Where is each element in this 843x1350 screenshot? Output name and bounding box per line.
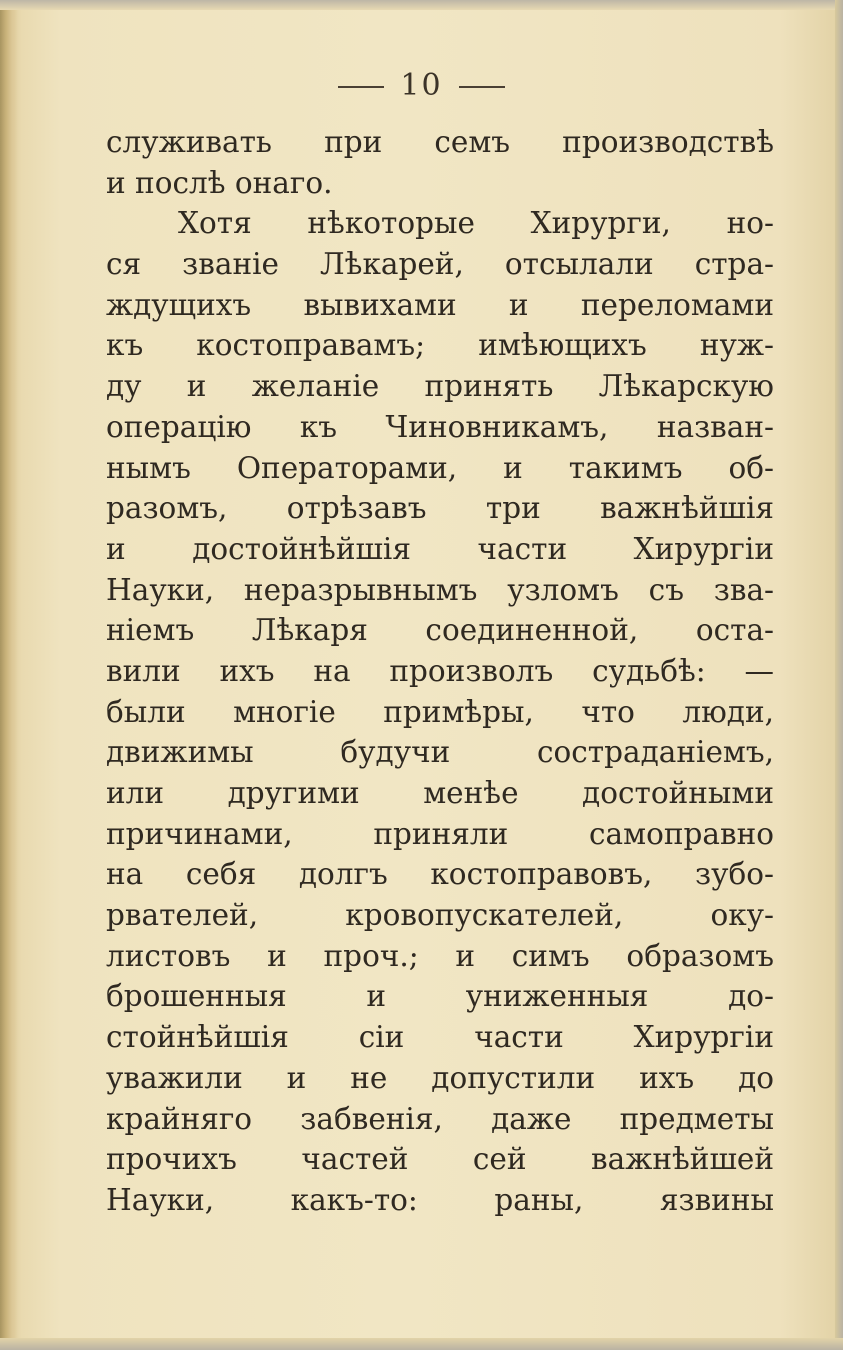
text-line: причинами, приняли самоправно [106, 816, 774, 851]
page-number: 10 [400, 68, 443, 103]
text-line: нымъ Операторами, и такимъ об- [106, 450, 774, 485]
header-dash-right [459, 86, 505, 88]
page-bottom-edge [0, 1338, 843, 1350]
page-top-edge [0, 0, 843, 10]
page-header [0, 68, 843, 103]
text-line: ду и желаніе принять Лѣкарскую [106, 369, 774, 404]
text-line: къ костоправамъ; имѣющихъ нуж- [106, 328, 774, 363]
text-line: были многіе примѣры, что люди, [106, 694, 774, 729]
text-line: ніемъ Лѣкаря соединенной, оста- [106, 613, 774, 648]
text-line: ждущихъ вывихами и переломами [106, 287, 774, 322]
text-line: брошенныя и униженныя до- [106, 979, 774, 1014]
page-right-edge [835, 0, 843, 1350]
text-line: рвателей, кровопускателей, оку- [106, 898, 774, 933]
text-line: Науки, какъ-то: раны, язвины [106, 1182, 774, 1217]
body-text [106, 122, 774, 1221]
text-line: вили ихъ на произволъ судьбѣ: — [106, 653, 774, 688]
text-line: крайняго забвенія, даже предметы [106, 1101, 774, 1136]
text-line: прочихъ частей сей важнѣйшей [106, 1142, 774, 1177]
page-binding-edge [0, 0, 18, 1350]
text-line: стойнѣйшія сіи части Хирургіи [106, 1020, 774, 1055]
text-line: Хотя нѣкоторые Хирурги, но- [178, 206, 774, 241]
text-line: Науки, неразрывнымъ узломъ съ зва- [106, 572, 774, 607]
text-line: операцію къ Чиновникамъ, назван- [106, 409, 774, 444]
text-line: разомъ, отрѣзавъ три важнѣйшія [106, 491, 774, 526]
header-dash-left [338, 86, 384, 88]
text-line: и достойнѣйшія части Хирургіи [106, 531, 774, 566]
text-line: ся званіе Лѣкарей, отсылали стра- [106, 247, 774, 282]
text-line: и послѣ онаго. [106, 165, 333, 200]
text-line: служивать при семъ производствѣ [106, 125, 774, 159]
text-line: движимы будучи состраданіемъ, [106, 735, 774, 770]
text-line: листовъ и проч.; и симъ образомъ [106, 938, 774, 973]
text-line: на себя долгъ костоправовъ, зубо- [106, 857, 774, 892]
text-line: уважили и не допустили ихъ до [106, 1060, 774, 1095]
text-line: или другими менѣе достойными [106, 776, 774, 810]
